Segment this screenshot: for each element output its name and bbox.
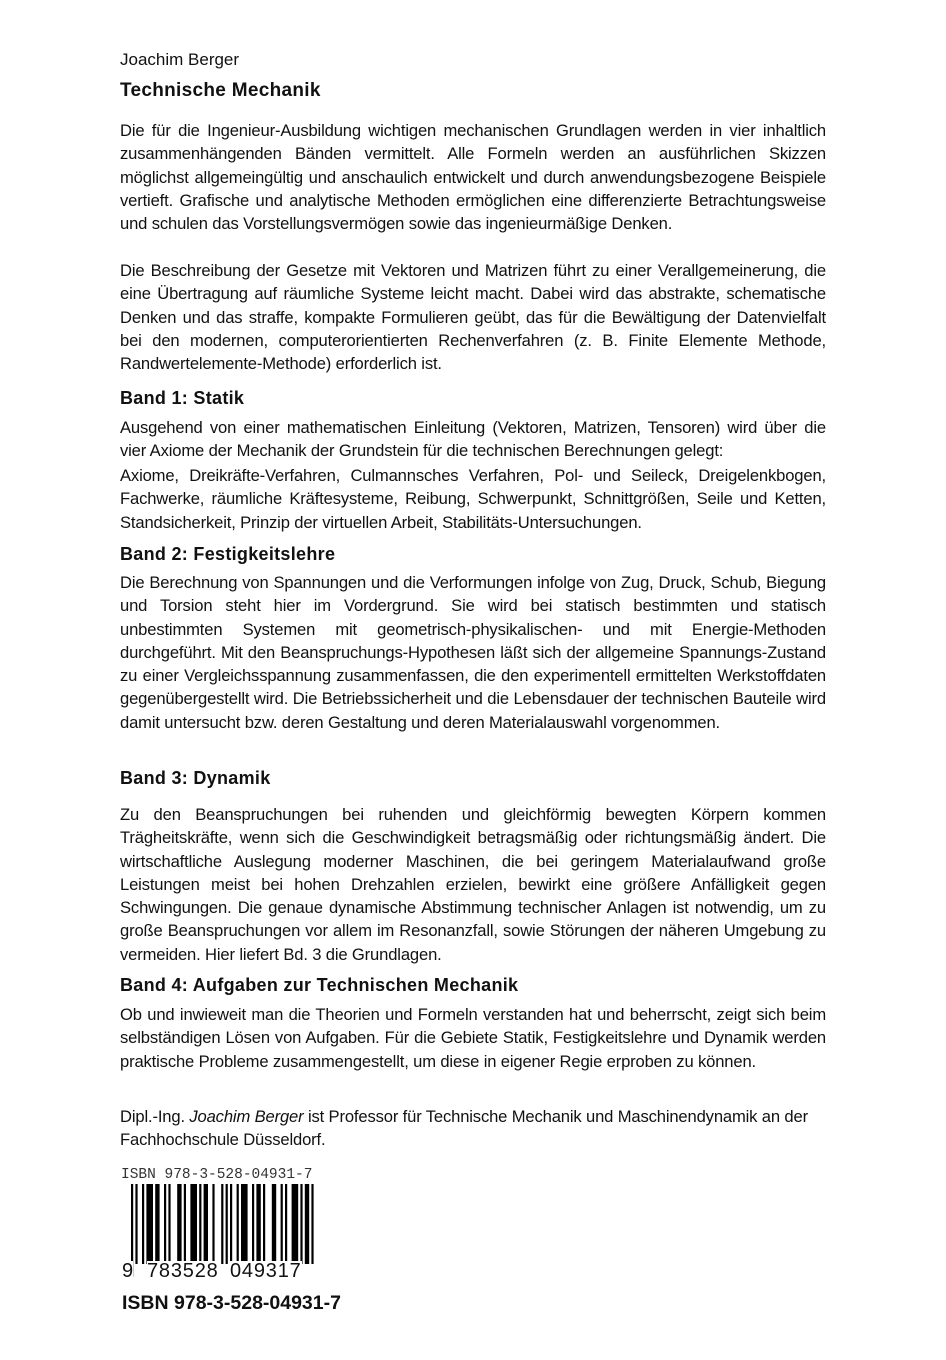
barcode-bar bbox=[199, 1184, 201, 1264]
intro-paragraph-1: Die für die Ingenieur-Ausbildung wichtigen mechanischen Grundlagen werden in vier inhaltlich zusammenhängenden Bänden vermittelt. Alle Formeln werden an ausführlichen Skizzen möglichst allgemeingültig und anschaulich entwickelt und durch anwendungsbezogene Beispiele vertieft. Grafische und analytische Methoden ermöglichen eine differenzierte Betrachtungsweise und schulen das Vorstellungsvermögen sowie das ingenieurmäßige Denken. bbox=[120, 121, 826, 234]
barcode-bar bbox=[184, 1184, 186, 1264]
band-2-paragraph: Die Berechnung von Spannungen und die Verformungen infolge von Zug, Druck, Schub, Biegung und Torsion steht hier im Vordergrund. Sie wird bei statisch bestimmten und statisch unbestimmten Systemen mit geometrisch-physikalischen- und mit Energie-Methoden durchgeführt. Mit den Beanspruchungs-Hypothesen läßt sich der allgemeine Spannungs-Zustand zu einer Vergleichsspannung zusammenfassen, die den experimentell ermittelten Werkstoffdaten gegenübergestellt wird. Die Betriebssicherheit und die Lebensdauer der technischen Bauteile wird damit untersucht bzw. deren Gestaltung und deren Materialauswahl vorgenommen. bbox=[120, 573, 826, 732]
bio-prefix: Dipl.-Ing. bbox=[120, 1107, 190, 1126]
band-1-paragraph-1: Ausgehend von einer mathematischen Einleitung (Vektoren, Matrizen, Tensoren) wird über die vier Axiome der Mechanik der Grundstein für die technischen Berechnungen gelegt: bbox=[120, 418, 826, 461]
section-heading-band-2: Band 2: Festigkeitslehre bbox=[120, 544, 336, 564]
barcode-bar bbox=[142, 1184, 144, 1264]
bio-name: Joachim Berger bbox=[189, 1107, 304, 1126]
barcode-bar bbox=[300, 1184, 302, 1264]
barcode-bar bbox=[272, 1184, 276, 1264]
barcode-digits-left: 783528 bbox=[147, 1260, 219, 1282]
barcode-bar bbox=[190, 1184, 197, 1264]
barcode-digits-right: 049317 bbox=[230, 1260, 302, 1282]
barcode-bar bbox=[135, 1184, 137, 1264]
barcode-bar bbox=[281, 1184, 283, 1264]
barcode-bar bbox=[237, 1184, 239, 1264]
author-name: Joachim Berger bbox=[120, 50, 240, 69]
barcode-bar bbox=[221, 1184, 223, 1264]
barcode-bar bbox=[241, 1184, 248, 1264]
section-heading-band-3: Band 3: Dynamik bbox=[120, 768, 271, 788]
barcode-bar bbox=[226, 1184, 228, 1264]
barcode-bar bbox=[263, 1184, 265, 1264]
barcode-bar bbox=[177, 1184, 181, 1264]
isbn-label: ISBN 978-3-528-04931-7 bbox=[122, 1292, 341, 1314]
barcode-isbn-top: ISBN 978-3-528-04931-7 bbox=[121, 1167, 313, 1183]
barcode-bar bbox=[155, 1184, 159, 1264]
barcode-bar bbox=[146, 1184, 153, 1264]
barcode-bar bbox=[164, 1184, 166, 1264]
band-3-paragraph: Zu den Beanspruchungen bei ruhenden und gleichförmig bewegten Körpern kommen Trägheitskräfte, wenn sich die Geschwindigkeit betragsmäßig oder richtungsmäßig ändert. Die wirtschaftliche Auslegung moderner Maschinen, die bei geringem Materialaufwand große Leistungen meist bei hohen Drehzahlen erzielen, bewirkt eine größere Anfälligkeit gegen Schwingungen. Die genaue dynamische Abstimmung technischer Anlagen ist notwendig, um zu große Beanspruchungen vor allem im Resonanzfall, sowie Störungen der näheren Umgebung zu vermeiden. Hier liefert Bd. 3 die Grundlagen. bbox=[120, 805, 826, 964]
band-1-paragraph-2: Axiome, Dreikräfte-Verfahren, Culmannsches Verfahren, Pol- und Seileck, Dreigelenkbogen, Fachwerke, räumliche Kräftesysteme, Reibung, Schwerpunkt, Schnittgrößen, Seile und Ketten, Standsicherkeit, Prinzip der virtuellen Arbeit, Stabilitäts-Untersuchungen. bbox=[120, 466, 826, 532]
book-title: Technische Mechanik bbox=[120, 80, 321, 101]
barcode-bar bbox=[168, 1184, 170, 1264]
barcode-bar bbox=[212, 1184, 214, 1264]
barcode-bar bbox=[285, 1184, 287, 1264]
barcode-bar bbox=[204, 1184, 208, 1264]
barcode-bar bbox=[252, 1184, 254, 1264]
intro-paragraph-2: Die Beschreibung der Gesetze mit Vektoren und Matrizen führt zu einer Verallgemeinerung, die eine Übertragung auf räumliche Systeme leicht macht. Dabei wird das abstrakte, schematische Denken und das straffe, kompakte Formulieren geübt, das für die Bewältigung der Datenvielfalt bei den modernen, computerorientierten Rechenverfahren (z. B. Finite Elemente Methode, Randwertelemente-Methode) erforderlich ist. bbox=[120, 261, 826, 374]
band-4-paragraph: Ob und inwieweit man die Theorien und Formeln verstanden hat und beherrscht, zeigt sich beim selbständigen Lösen von Aufgaben. Für die Gebiete Statik, Festigkeitslehre und Dynamik werden praktische Probleme zusammengestellt, um diese in eigener Regie erproben zu können. bbox=[120, 1005, 826, 1071]
bio-rest: ist Professor für Technische Mechanik und Maschinendynamik an der Fachhochschule Düsseldorf. bbox=[120, 1107, 808, 1150]
barcode-bar bbox=[305, 1184, 309, 1264]
barcode-bar bbox=[256, 1184, 260, 1264]
section-heading-band-4: Band 4: Aufgaben zur Technischen Mechanik bbox=[120, 975, 519, 995]
section-heading-band-1: Band 1: Statik bbox=[120, 388, 245, 408]
author-bio bbox=[120, 1105, 826, 1152]
barcode-bar bbox=[311, 1184, 313, 1264]
barcode-digit-first: 9 bbox=[122, 1260, 134, 1282]
barcode-bar bbox=[292, 1184, 299, 1264]
